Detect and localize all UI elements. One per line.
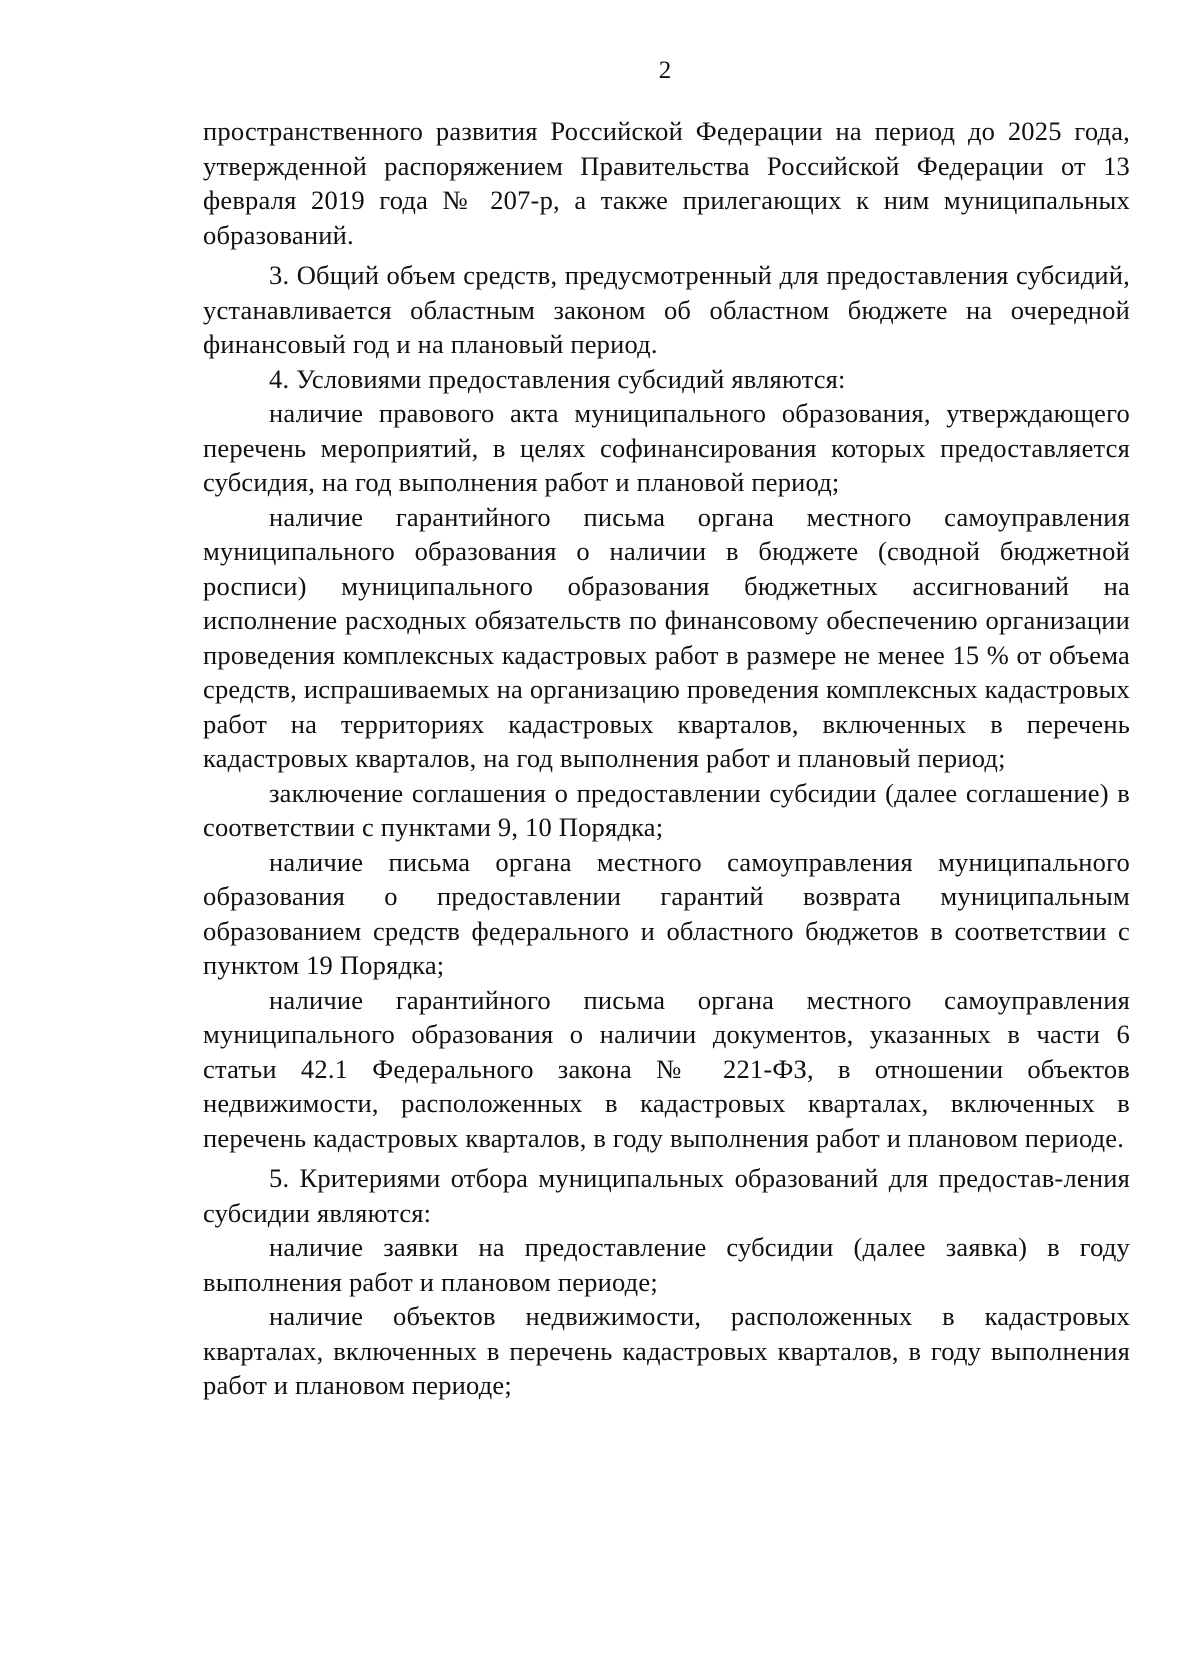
paragraph-condition-refund-guarantee: наличие письма органа местного самоуправления муниципального образования о предоставлении гарантий возврата муниципальным образованием средств федерального и областного бюджетов в соответствии с пунктом 19 Порядка;	[203, 846, 1130, 980]
paragraph-criterion-application: наличие заявки на предоставление субсидии (далее заявка) в году выполнения работ и плановом периоде;	[203, 1232, 1130, 1297]
paragraph-criterion-real-estate: наличие объектов недвижимости, расположенных в кадастровых кварталах, включенных в перечень кадастровых кварталов, в году выполнения работ и плановом периоде;	[203, 1301, 1130, 1400]
paragraph-condition-guarantee-letter: наличие гарантийного письма органа местного самоуправления муниципального образования о наличии в бюджете (сводной бюджетной росписи) муниципального образования бюджетных ассигнований на исполнение расходных обязательств по финансовому обеспечению организации проведения комплексных кадастровых работ в размере не менее 15 % от объема средств, испрашиваемых на организацию проведения комплексных кадастровых работ на территориях кадастровых кварталов, включенных в перечень кадастровых кварталов, на год выполнения работ и плановый период;	[203, 501, 1130, 773]
paragraph-item-4: 4. Условиями предоставления субсидий являются:	[269, 363, 846, 394]
paragraph-continuation: пространственного развития Российской Федерации на период до 2025 года, утвержденной распоряжением Правительства Российской Федерации от 13 февраля 2019 года № 207-р, а также прилегающих к ним муниципальных образований.	[203, 116, 1130, 250]
paragraph-item-3: 3. Общий объем средств, предусмотренный для предоставления субсидий, устанавливается областным законом об областном бюджете на очередной финансовый год и на плановый период.	[203, 260, 1130, 359]
paragraph-item-5: 5. Критериями отбора муниципальных образований для предостав-ления субсидии являются:	[203, 1163, 1130, 1228]
paragraph-condition-legal-act: наличие правового акта муниципального образования, утверждающего перечень мероприятий, в целях софинансирования которых предоставляется субсидия, на год выполнения работ и плановой период;	[203, 398, 1130, 497]
page-number: 2	[658, 57, 672, 84]
paragraph-condition-agreement: заключение соглашения о предоставлении субсидии (далее соглашение) в соответствии с пунктами 9, 10 Порядка;	[203, 777, 1130, 842]
document-body	[203, 114, 1130, 1403]
paragraph-condition-documents-letter: наличие гарантийного письма органа местного самоуправления муниципального образования о наличии документов, указанных в части 6 статьи 42.1 Федерального закона № 221-ФЗ, в отношении объектов недвижимости, расположенных в кадастровых кварталах, включенных в перечень кадастровых кварталов, в году выполнения работ и плановом периоде.	[203, 984, 1130, 1153]
